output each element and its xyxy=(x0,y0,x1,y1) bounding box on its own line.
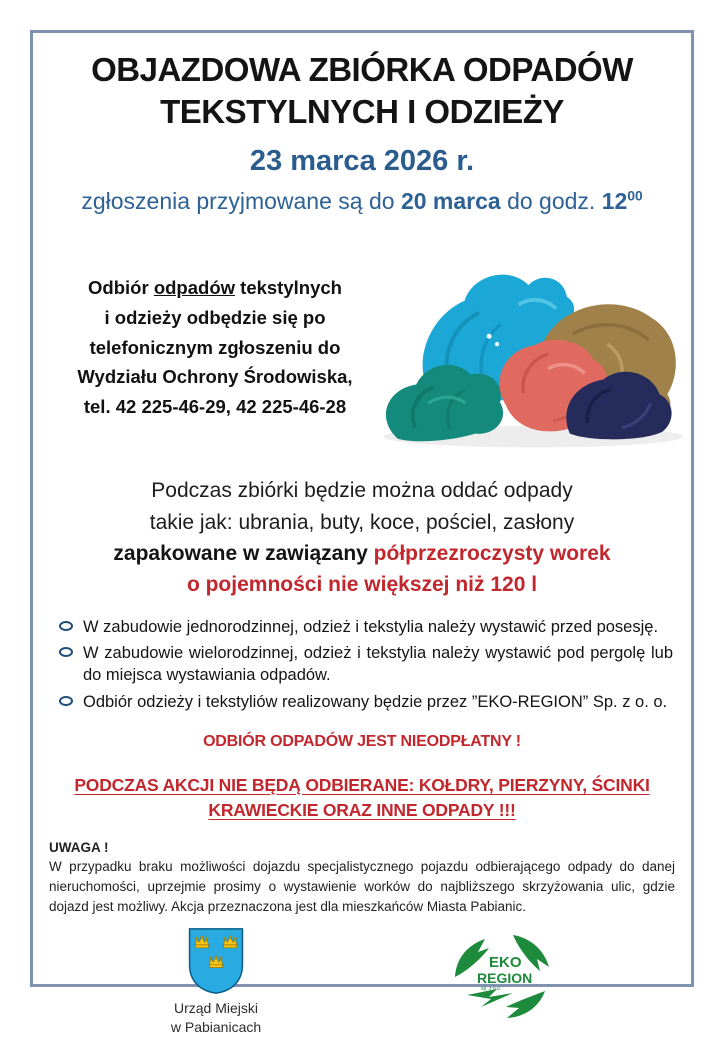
contact-line1-underlined: odpadów xyxy=(153,277,236,299)
page-title-line2: TEKSTYLNYCH I ODZIEŻY xyxy=(160,93,564,131)
contact-and-photo-row xyxy=(49,245,675,453)
eko-logo-word2: REGION xyxy=(477,970,533,987)
contact-line5: tel. 42 225-46-29, 42 225-46-28 xyxy=(83,395,347,417)
city-office-caption xyxy=(171,999,261,1037)
pabianice-crest-icon xyxy=(187,927,245,995)
eko-region-logo xyxy=(451,933,553,1019)
handover-line4-red: o pojemności nie większej niż 120 l xyxy=(186,572,538,596)
city-office-logo xyxy=(171,927,261,1037)
excluded-items-notice xyxy=(49,773,675,824)
handover-line3-red: półprzezroczysty worek xyxy=(373,541,611,565)
city-office-caption-line1: Urząd Miejski xyxy=(173,1000,258,1017)
deadline-hour-sup: 00 xyxy=(627,188,643,204)
page-title-line1: OBJAZDOWA ZBIÓRKA ODPADÓW xyxy=(91,51,633,88)
city-office-caption-line2: w Pabianicach xyxy=(170,1019,262,1036)
footer-logos xyxy=(49,927,675,1037)
clothes-photo-wrap xyxy=(371,245,686,453)
eko-logo-word3: sp. z o.o. xyxy=(481,986,502,993)
deadline-mid: do godz. xyxy=(500,188,602,215)
deadline-hour: 12 xyxy=(601,188,628,215)
excluded-items-line1: PODCZAS AKCJI NIE BĘDĄ ODBIERANE: KOŁDRY, PIERZYNY, ŚCINKI xyxy=(74,774,650,795)
eko-region-recycling-icon xyxy=(451,933,553,1019)
list-item xyxy=(59,616,673,638)
clothes-pile-image xyxy=(371,245,686,453)
deadline-date: 20 marca xyxy=(400,188,501,215)
warning-text: W przypadku braku możliwości dojazdu specjalistycznego pojazdu odbierającego odpady do danej nieruchomości, uprzejmie prosimy o wystawienie worków do najbliższego skrzyżowania ulic, gdzie dojazd jest możliwy. Akcja przeznaczona jest dla mieszkańców Miasta Pabianic. xyxy=(49,858,675,915)
contact-line2: i odzieży odbędzie się po xyxy=(104,307,326,329)
list-item xyxy=(59,642,673,687)
rules-list xyxy=(49,616,675,713)
list-item xyxy=(59,691,673,713)
page-title xyxy=(49,49,675,133)
event-date: 23 marca 2026 r. xyxy=(249,145,475,178)
bullet-circle-icon xyxy=(59,647,73,657)
contact-line1-pre: Odbiór xyxy=(88,277,154,299)
list-item-text: W zabudowie jednorodzinnej, odzież i tekstylia należy wystawić przed posesję. xyxy=(83,617,659,636)
handover-line3 xyxy=(49,538,675,569)
bullet-circle-icon xyxy=(59,621,73,631)
excluded-items-line2: KRAWIECKIE ORAZ INNE ODPADY !!! xyxy=(208,800,516,821)
poster-content xyxy=(33,33,691,1037)
contact-line3: telefonicznym zgłoszeniu do xyxy=(89,336,341,358)
handover-paragraph xyxy=(49,475,675,599)
eko-logo-word1: EKO xyxy=(489,954,522,972)
handover-line2: takie jak: ubrania, buty, koce, pościel, zasłony xyxy=(149,510,575,534)
warning-block xyxy=(49,840,675,918)
bullet-circle-icon xyxy=(59,696,73,706)
free-collection-notice: ODBIÓR ODPADÓW JEST NIEODPŁATNY ! xyxy=(203,732,521,750)
contact-line1-post: tekstylnych xyxy=(235,277,342,299)
deadline-pre: zgłoszenia przyjmowane są do xyxy=(81,188,401,215)
contact-block xyxy=(59,273,371,421)
list-item-text: W zabudowie wielorodzinnej, odzież i tekstylia należy wystawić pod pergolę lub do miejsca wystawiania odpadów. xyxy=(83,644,673,685)
poster-border-frame xyxy=(30,30,694,1036)
handover-line3-black: zapakowane w zawiązany xyxy=(113,541,374,565)
list-item-text: Odbiór odzieży i tekstyliów realizowany będzie przez ”EKO-REGION” Sp. z o. o. xyxy=(83,692,668,711)
deadline-line xyxy=(49,188,675,215)
warning-label: UWAGA ! xyxy=(49,839,109,855)
handover-line1: Podczas zbiórki będzie można oddać odpady xyxy=(151,479,573,503)
contact-line4: Wydziału Ochrony Środowiska, xyxy=(77,366,353,388)
